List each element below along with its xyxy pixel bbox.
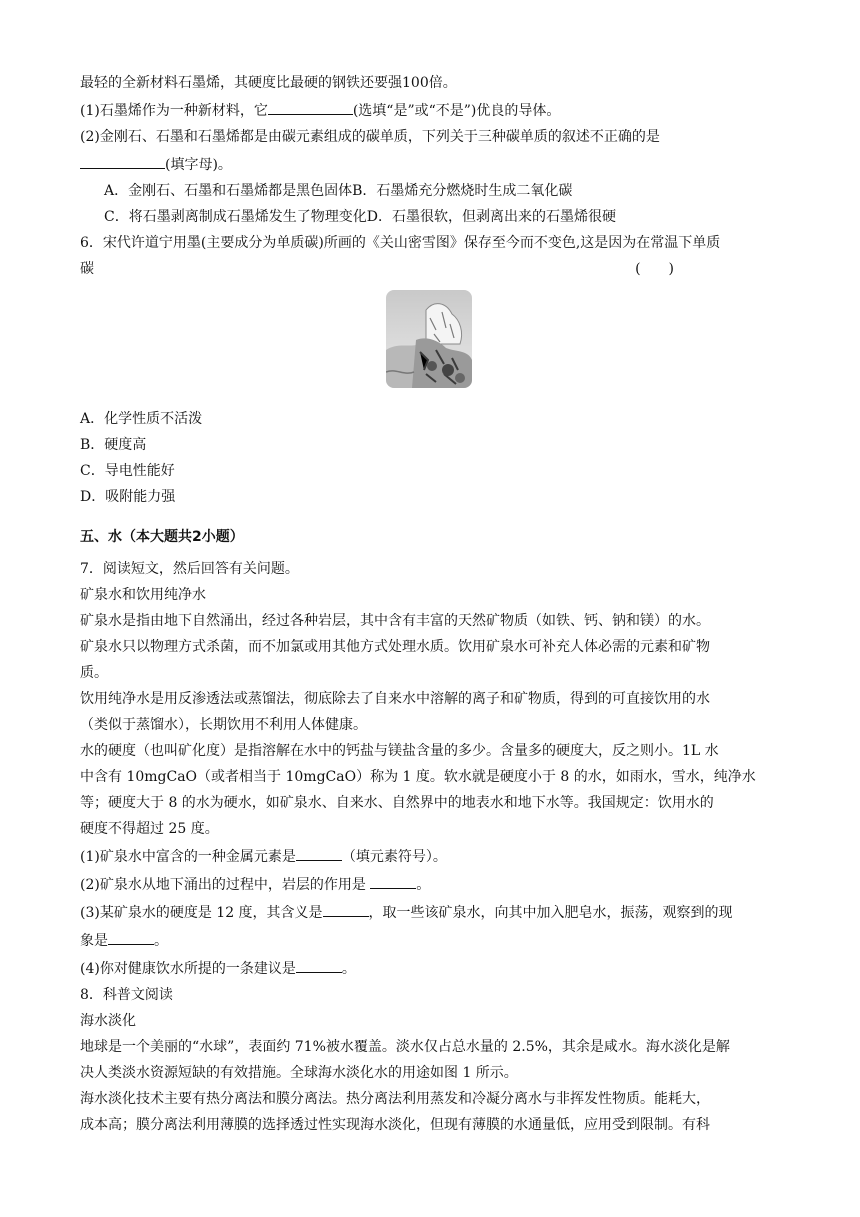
q7-p1-line1: 矿泉水是指由地下自然涌出，经过各种岩层，其中含有丰富的天然矿物质（如铁、钙、钠和镁）的水。 bbox=[80, 613, 710, 629]
q6-option-c: C．导电性能好 bbox=[80, 463, 175, 479]
q5-intro: 最轻的全新材料石墨烯，其硬度比最硬的钢铁还要强100倍。 bbox=[80, 75, 457, 91]
q7-q2-post: 。 bbox=[416, 877, 431, 893]
q8-article-title: 海水淡化 bbox=[80, 1013, 136, 1029]
q5-part1-text-post: (选填“是”或“不是”)优良的导体。 bbox=[352, 103, 561, 119]
q7-question-2 bbox=[80, 870, 780, 898]
q5-part1 bbox=[80, 96, 780, 124]
q7-p2-line2: （类似于蒸馏水），长期饮用不利用人体健康。 bbox=[80, 717, 367, 733]
q7-question-3 bbox=[80, 898, 780, 926]
q6-stem-line2 bbox=[80, 256, 780, 282]
q7-p1-line3: 质。 bbox=[80, 665, 108, 681]
q5-option-d: D．石墨很软，但剥离出来的石墨烯很硬 bbox=[366, 209, 616, 225]
answer-blank[interactable] bbox=[296, 842, 342, 861]
q7-q3b-text: 象是 bbox=[80, 933, 108, 949]
q6-option-b: B．硬度高 bbox=[80, 437, 147, 453]
q5-part1-text: (1)石墨烯作为一种新材料，它 bbox=[80, 103, 268, 119]
q6-option-a: A．化学性质不活泼 bbox=[80, 411, 203, 427]
q7-p3-line3: 等；硬度大于 8 的水为硬水，如矿泉水、自来水、自然界中的地表水和地下水等。我国规定：饮用水的 bbox=[80, 795, 714, 811]
answer-blank[interactable] bbox=[370, 870, 416, 889]
q5-option-c: C．将石墨剥离制成石墨烯发生了物理变化 bbox=[104, 209, 367, 225]
answer-blank[interactable] bbox=[296, 954, 342, 973]
q7-q3-mid: ，取一些该矿泉水，向其中加入肥皂水，振荡，观察到的现 bbox=[368, 905, 733, 921]
q7-stem: 7．阅读短文，然后回答有关问题。 bbox=[80, 561, 299, 577]
q7-q4-post: 。 bbox=[341, 961, 356, 977]
q7-p3-line4: 硬度不得超过 25 度。 bbox=[80, 821, 219, 837]
q6-answer-paren: ( ) bbox=[635, 261, 674, 277]
q7-question-4 bbox=[80, 954, 780, 982]
q5-option-b: B．石墨烯充分燃烧时生成二氧化碳 bbox=[352, 183, 573, 199]
q5-part2: (2)金刚石、石墨和石墨烯都是由碳元素组成的碳单质，下列关于三种碳单质的叙述不正确的是 bbox=[80, 129, 660, 145]
answer-blank[interactable] bbox=[108, 926, 154, 945]
q8-p2-line1: 海水淡化技术主要有热分离法和膜分离法。热分离法利用蒸发和冷凝分离水与非挥发性物质。能耗大， bbox=[80, 1091, 710, 1107]
q7-q2-text: (2)矿泉水从地下涌出的过程中，岩层的作用是 bbox=[80, 877, 371, 893]
q7-q1-text: (1)矿泉水中富含的一种金属元素是 bbox=[80, 849, 296, 865]
answer-blank[interactable] bbox=[323, 898, 369, 917]
q7-q4-text: (4)你对健康饮水所提的一条建议是 bbox=[80, 961, 296, 977]
q7-question-1 bbox=[80, 842, 780, 870]
painting-image bbox=[386, 290, 472, 388]
answer-blank[interactable] bbox=[80, 150, 165, 169]
q7-q1-post: （填元素符号）。 bbox=[341, 849, 447, 865]
q5-options-cd bbox=[80, 204, 780, 230]
q5-part2-answer bbox=[80, 150, 780, 178]
q8-stem: 8．科普文阅读 bbox=[80, 987, 173, 1003]
q7-q3-text: (3)某矿泉水的硬度是 12 度，其含义是 bbox=[80, 905, 323, 921]
snowy-mountain-painting-icon bbox=[386, 290, 472, 388]
section-heading: 五、水（本大题共2小题） bbox=[80, 529, 244, 545]
q7-p3-line1: 水的硬度（也叫矿化度）是指溶解在水中的钙盐与镁盐含量的多少。含量多的硬度大，反之则小。1L 水 bbox=[80, 743, 719, 759]
document-page bbox=[80, 70, 780, 1138]
q6-option-d: D．吸附能力强 bbox=[80, 489, 176, 505]
q8-p2-line2: 成本高；膜分离法利用薄膜的选择透过性实现海水淡化，但现有薄膜的水通量低，应用受到限制。有科 bbox=[80, 1117, 710, 1133]
q5-option-a: A．金刚石、石墨和石墨烯都是黑色固体 bbox=[104, 183, 353, 199]
q5-part2-post: (填字母)。 bbox=[165, 157, 232, 173]
q7-p2-line1: 饮用纯净水是用反渗透法或蒸馏法，彻底除去了自来水中溶解的离子和矿物质，得到的可直接饮用的水 bbox=[80, 691, 710, 707]
q6-stem-end: 碳 bbox=[80, 261, 94, 277]
q8-p1-line2: 决人类淡水资源短缺的有效措施。全球海水淡化水的用途如图 1 所示。 bbox=[80, 1065, 518, 1081]
q5-options-ab bbox=[80, 178, 780, 204]
q7-p1-line2: 矿泉水只以物理方式杀菌，而不加氯或用其他方式处理水质。饮用矿泉水可补充人体必需的元素和矿物 bbox=[80, 639, 710, 655]
q7-p3-line2: 中含有 10mgCaO（或者相当于 10mgCaO）称为 1 度。软水就是硬度小于 8 的水，如雨水，雪水，纯净水 bbox=[80, 769, 756, 785]
q7-article-title: 矿泉水和饮用纯净水 bbox=[80, 587, 206, 603]
q7-question-3-cont bbox=[80, 926, 780, 954]
q8-p1-line1: 地球是一个美丽的“水球”，表面约 71%被水覆盖。淡水仅占总水量的 2.5%，其余是咸水。海水淡化是解 bbox=[80, 1039, 730, 1055]
q6-stem: 6．宋代许道宁用墨(主要成分为单质碳)所画的《关山密雪图》保存至今而不变色,这是因为在常温下单质 bbox=[80, 235, 721, 251]
answer-blank[interactable] bbox=[268, 96, 353, 115]
q6-figure bbox=[80, 290, 780, 402]
q7-q3b-post: 。 bbox=[154, 933, 168, 949]
